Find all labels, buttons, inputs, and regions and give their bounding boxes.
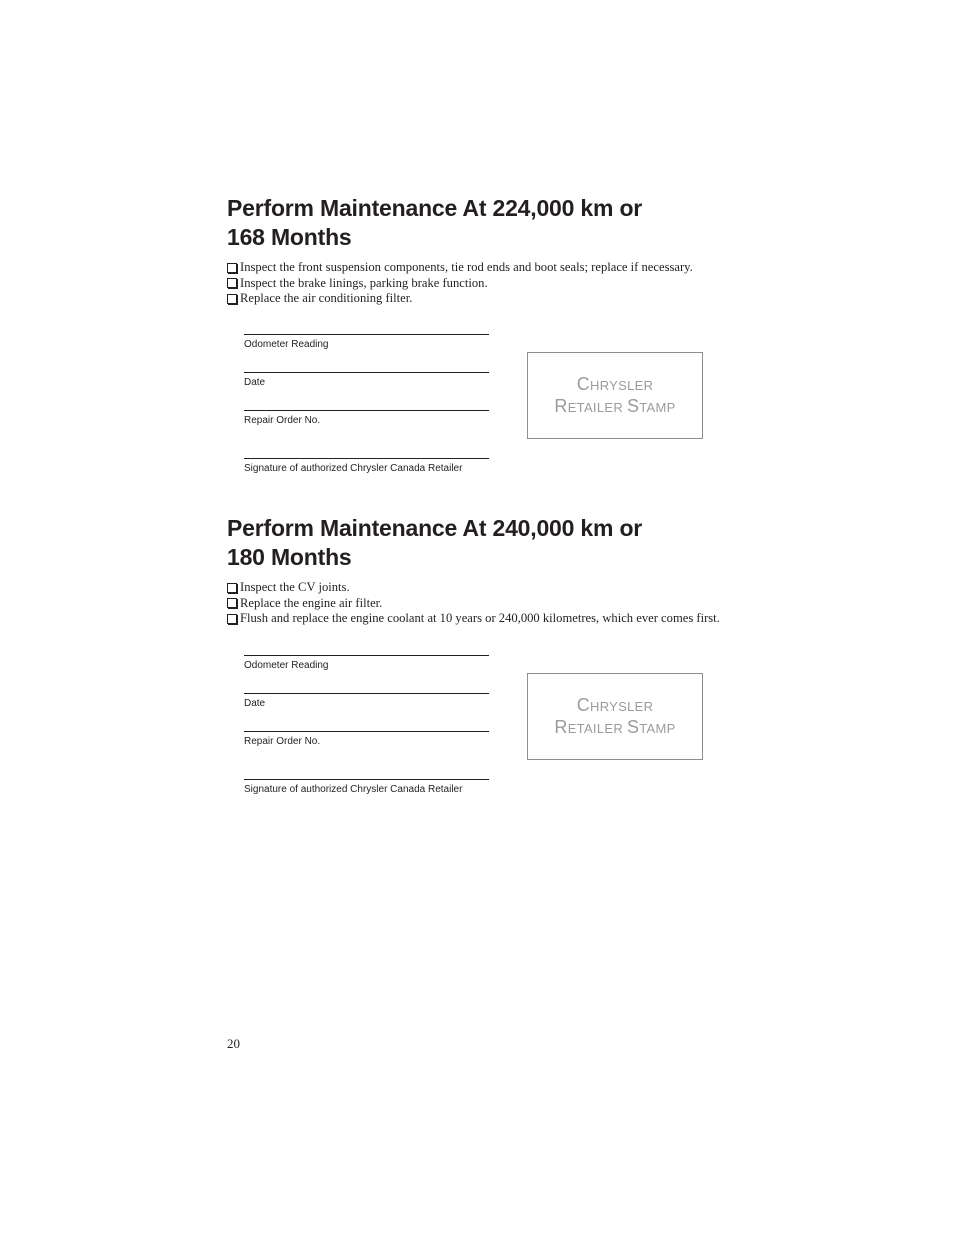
checkbox-icon[interactable] xyxy=(227,598,237,608)
checkbox-icon[interactable] xyxy=(227,614,237,624)
checklist-item[interactable]: Inspect the front suspension components, tie rod ends and boot seals; replace if necessary. xyxy=(227,260,927,276)
field-label: Signature of authorized Chrysler Canada Retailer xyxy=(244,463,463,474)
checklist-item[interactable]: Flush and replace the engine coolant at 10 years or 240,000 kilometres, which ever comes first. xyxy=(227,611,927,627)
maintenance-section-240000 xyxy=(227,514,927,627)
stamp-line-1: CHRYSLER xyxy=(576,373,654,394)
odometer-reading-field[interactable] xyxy=(244,655,489,672)
date-field[interactable] xyxy=(244,693,489,710)
field-label: Date xyxy=(244,377,266,388)
checklist xyxy=(227,260,927,307)
retailer-signature-field[interactable] xyxy=(244,458,489,475)
date-field[interactable] xyxy=(244,372,489,389)
stamp-line-1: CHRYSLER xyxy=(576,694,654,715)
signature-line[interactable] xyxy=(244,731,489,732)
checklist xyxy=(227,580,927,627)
field-label: Odometer Reading xyxy=(244,339,329,350)
signature-line[interactable] xyxy=(244,655,489,656)
section-title: Perform Maintenance At 240,000 km or 180 Months xyxy=(227,515,643,570)
checkbox-icon[interactable] xyxy=(227,294,237,304)
retailer-stamp-box xyxy=(527,673,703,760)
checklist-item[interactable]: Inspect the CV joints. xyxy=(227,580,927,596)
checkbox-icon[interactable] xyxy=(227,278,237,288)
field-label: Repair Order No. xyxy=(244,736,321,747)
stamp-line-2: RETAILER STAMP xyxy=(554,395,676,416)
signature-line[interactable] xyxy=(244,410,489,411)
signature-line[interactable] xyxy=(244,372,489,373)
stamp-line-2: RETAILER STAMP xyxy=(554,716,676,737)
field-label: Signature of authorized Chrysler Canada Retailer xyxy=(244,784,463,795)
repair-order-field[interactable] xyxy=(244,731,489,748)
retailer-stamp-box xyxy=(527,352,703,439)
checklist-item[interactable]: Replace the air conditioning filter. xyxy=(227,291,927,307)
signature-line[interactable] xyxy=(244,334,489,335)
odometer-reading-field[interactable] xyxy=(244,334,489,351)
field-label: Odometer Reading xyxy=(244,660,329,671)
checklist-item[interactable]: Inspect the brake linings, parking brake function. xyxy=(227,276,927,292)
signature-line[interactable] xyxy=(244,779,489,780)
page-number: 20 xyxy=(227,1036,240,1051)
signature-line[interactable] xyxy=(244,693,489,694)
signature-line[interactable] xyxy=(244,458,489,459)
checklist-item[interactable]: Replace the engine air filter. xyxy=(227,596,927,612)
checkbox-icon[interactable] xyxy=(227,583,237,593)
field-label: Date xyxy=(244,698,266,709)
checkbox-icon[interactable] xyxy=(227,263,237,273)
section-title: Perform Maintenance At 224,000 km or 168 Months xyxy=(227,195,643,250)
field-label: Repair Order No. xyxy=(244,415,321,426)
maintenance-section-224000 xyxy=(227,194,927,307)
retailer-signature-field[interactable] xyxy=(244,779,489,796)
repair-order-field[interactable] xyxy=(244,410,489,427)
